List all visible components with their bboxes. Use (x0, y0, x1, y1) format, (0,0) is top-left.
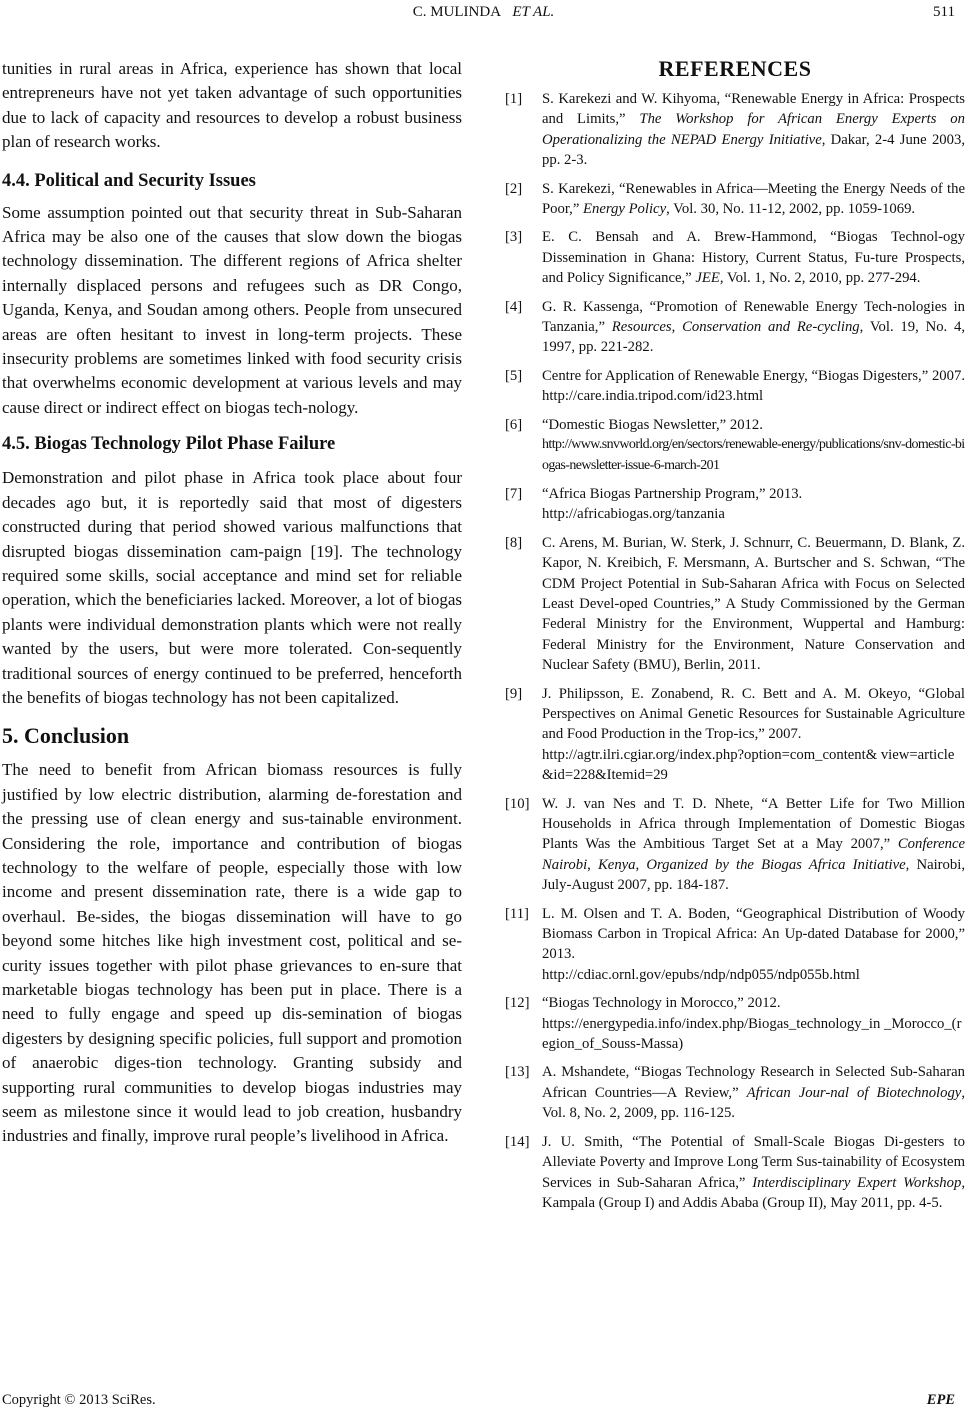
references-column (505, 55, 965, 1221)
reference-number: [8] (505, 534, 523, 551)
reference-number: [1] (505, 91, 523, 107)
reference-item: [14] J. U. Smith, “The Potential of Small-Scale Biogas Di-gesters to Alleviate Poverty and Improve Long Term Sus-tainability of Ecosystem Services in Sub-Saharan Africa,” Interdisciplinary Expert Workshop, Kampala (Group I) and Addis Ababa (Group II), May 2011, pp. 4-5. (505, 1133, 965, 1211)
section-body-conclusion: The need to benefit from African biomass resources is fully justified by low electric distribution, alarming de-forestation and the pressing use of clean energy and sus-tainable environment. Considering the role, importance and contribution of biogas technology to the welfare of people, especially those with low income and present dissemination rate, there is a wide gap to overhaul. Be-sides, the biogas dissemination will have to go beyond some hitches like high investment cost, political and se-curity issues together with pilot phase grievances to en-sure that marketable biogas technology has been put in place. There is a need to fully engage and speed up dis-semination of biogas digesters by designing specific policies, full support and promotion of anaerobic diges-tion technology. Granting subsidy and supporting rural communities to develop biogas industries may seem as milestone since it would lead to job creation, husbandry industries and finally, improve rural people’s livelihood in Africa. (2, 760, 462, 1146)
reference-item: [5] Centre for Application of Renewable Energy, “Biogas Digesters,” 2007. http://care.india.tripod.com/id23.html (505, 367, 965, 405)
reference-item: [7] “Africa Biogas Partnership Program,” 2013. http://africabiogas.org/tanzania (505, 484, 965, 525)
section-body-pilot-phase: Demonstration and pilot phase in Africa took place about four decades ago but, it is reportedly said that most of digesters constructed during that period showed various malfunctions that disrupted biogas dissemination cam-paign [19]. The technology required some skills, social acceptance and mind set for reliable operation, which the beneficiaries lacked. Moreover, a lot of biogas plants were individual demonstration plants which were not really wanted by the users, but were more tolerated. Con-sequently traditional sources of energy continued to be preferred, henceforth the benefits of biogas technology has not been capitalized. (2, 468, 462, 707)
intro-paragraph: tunities in rural areas in Africa, experience has shown that local entrepreneurs have not yet taken advantage of such opportunities due to lack of capacity and resources to develop a robust business plan of research works. (2, 59, 462, 152)
reference-link[interactable]: http://cdiac.ornl.gov/epubs/ndp/ndp055/ndp055b.html (542, 966, 860, 983)
section-heading-conclusion: 5. Conclusion (2, 723, 130, 749)
section-heading-pilot-phase: 4.5. Biogas Technology Pilot Phase Failure (2, 434, 336, 455)
reference-number: [4] (505, 298, 523, 315)
page-footer (0, 1390, 967, 1410)
references-heading: REFERENCES (658, 56, 812, 81)
reference-link[interactable]: http://agtr.ilri.cgiar.org/index.php?option=com_content& view=article&id=228&Itemid=29 (542, 746, 955, 784)
reference-item: [2] S. Karekezi, “Renewables in Africa—Meeting the Energy Needs of the Poor,” Energy Policy, Vol. 30, No. 11-12, 2002, pp. 1059-1069. (505, 180, 965, 218)
running-header (0, 2, 967, 22)
reference-number: [2] (505, 180, 523, 197)
copyright-notice: Copyright © 2013 SciRes. (2, 1392, 156, 1408)
reference-item: [13] A. Mshandete, “Biogas Technology Research in Selected Sub-Saharan African Countries—A Review,” African Jour-nal of Biotechnology, Vol. 8, No. 2, 2009, pp. 116-125. (505, 1064, 965, 1122)
reference-number: [12] (505, 995, 530, 1012)
reference-number: [11] (505, 905, 529, 922)
reference-item: [12] “Biogas Technology in Morocco,” 2012. https://energypedia.info/index.php/Biogas_technology_in _Morocco_(region_of_Souss-Massa) (505, 993, 965, 1054)
reference-item: [6] “Domestic Biogas Newsletter,” 2012. http://www.snvworld.org/en/sectors/renewable-energy/publications/snv-domestic-biogas-newsletter-issue-6-march-201 (505, 415, 965, 476)
reference-item: [1] S. Karekezi and W. Kihyoma, “Renewable Energy in Africa: Prospects and Limits,” The Workshop for African Energy Experts on Operationalizing the NEPAD Energy Initiative, Dakar, 2-4 June 2003, pp. 2-3. (505, 91, 965, 169)
reference-number: [7] (505, 485, 523, 502)
reference-link[interactable]: http://africabiogas.org/tanzania (542, 506, 725, 523)
reference-item: [9] J. Philipsson, E. Zonabend, R. C. Bett and A. M. Okeyo, “Global Perspectives on Animal Genetic Resources for Sustainable Agriculture and Food Production in the Trop-ics,” 2007. http://agtr.ilri.cgiar.org/index.php?option=com_content& view=article&id=228&Itemid=29 (505, 684, 965, 786)
reference-number: [13] (505, 1064, 530, 1081)
reference-number: [9] (505, 685, 523, 702)
reference-number: [3] (505, 229, 523, 246)
reference-item: [8] C. Arens, M. Burian, W. Sterk, J. Schnurr, C. Beuermann, D. Blank, Z. Kapor, N. Kreibich, F. Mersmann, A. Burtscher and S. Schwan, “The CDM Project Potential in Sub-Saharan Africa with Focus on Selected Least Devel-oped Countries,” A Study Commissioned by the German Federal Ministry for the Environment, Wuppertal and Hamburg: Federal Ministry for the Environment, Nature Conservation and Nuclear Safety (BMU), Berlin, 2011. (505, 534, 965, 674)
reference-link[interactable]: https://energypedia.info/index.php/Biogas_technology_in _Morocco_(region_of_Souss-Massa) (542, 1015, 962, 1053)
journal-abbreviation: EPE (926, 1392, 955, 1408)
reference-item: [4] G. R. Kassenga, “Promotion of Renewable Energy Tech-nologies in Tanzania,” Resources, Conservation and Re-cycling, Vol. 19, No. 4, 1997, pp. 221-282. (505, 298, 966, 356)
reference-number: [10] (505, 795, 530, 812)
reference-item: [10] W. J. van Nes and T. D. Nhete, “A Better Life for Two Million Households in Africa through Implementation of Domestic Biogas Plants Was the Ambitious Target Set at a May 2007,” Conference Nairobi, Kenya, Organized by the Biogas Africa Initiative, Nairobi, July-August 2007, pp. 184-187. (505, 795, 965, 894)
reference-number: [6] (505, 416, 523, 433)
section-body-political-security: Some assumption pointed out that security threat in Sub-Saharan Africa may be also one of the causes that slow down the biogas technology dissemination. The different regions of Africa shelter internally displaced persons and refugees such as DR Congo, Uganda, Kenya, and Soudan among others. People from unsecured areas are often hesitant to invest in long-term projects. These insecurity problems are sometimes linked with food security crisis that overwhelms economic development at various levels and may cause direct or indirect effect on biogas tech-nology. (2, 202, 462, 417)
reference-item: [11] L. M. Olsen and T. A. Boden, “Geographical Distribution of Woody Biomass Carbon in Tropical Africa: An Up-dated Database for 2000,” 2013. http://cdiac.ornl.gov/epubs/ndp/ndp055/ndp055b.html (505, 904, 965, 986)
running-head-authors: C. MULINDA ET AL. (412, 4, 555, 20)
left-column (2, 57, 462, 1149)
section-heading-political-security: 4.4. Political and Security Issues (2, 170, 256, 191)
reference-number: [5] (505, 367, 523, 384)
reference-number: [14] (505, 1133, 530, 1150)
reference-item: [3] E. C. Bensah and A. Brew-Hammond, “Biogas Technol-ogy Dissemination in Ghana: History, Current Status, Fu-ture Prospects, and Policy Significance,” JEE, Vol. 1, No. 2, 2010, pp. 277-294. (505, 229, 965, 287)
page-number: 511 (933, 4, 955, 20)
reference-link[interactable]: http://www.snvworld.org/en/sectors/renewable-energy/publications/snv-domestic-biogas-newsletter-issue-6-march-201 (542, 437, 965, 473)
